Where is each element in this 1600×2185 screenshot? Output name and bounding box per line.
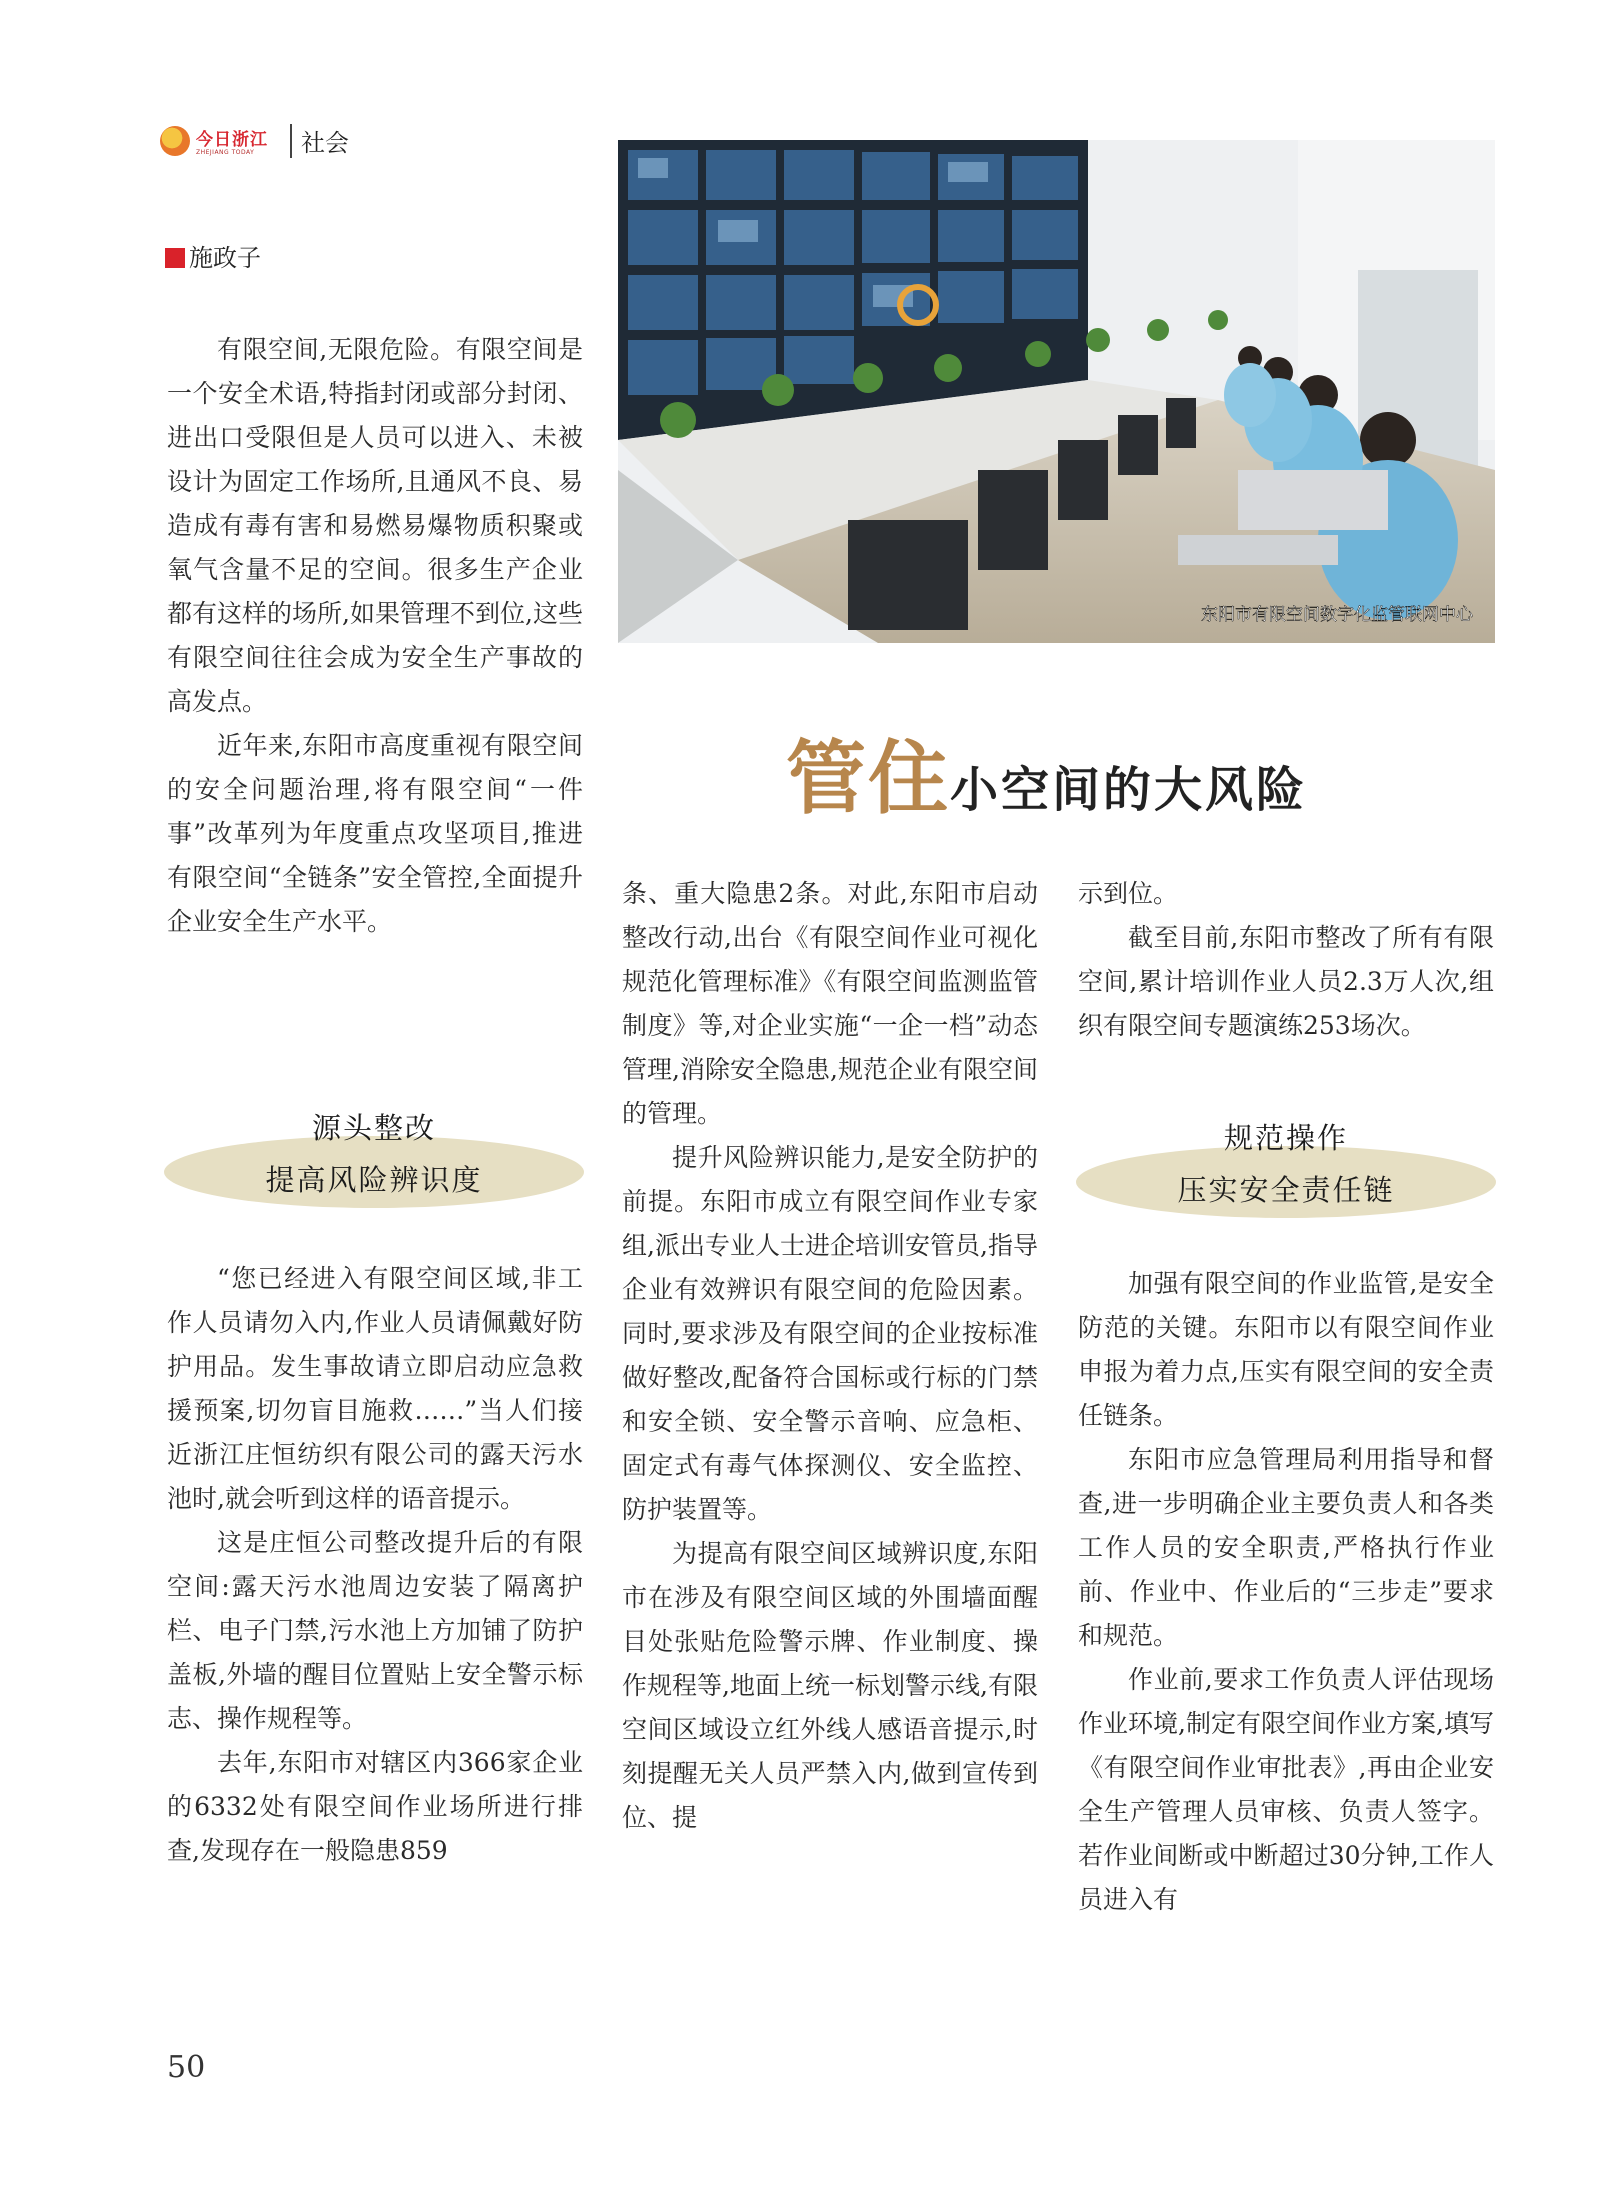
column-1-top (167, 328, 583, 944)
control-room-illustration (618, 140, 1495, 643)
column-3-bottom (1078, 1262, 1494, 1922)
subhead-line-2: 压实安全责任链 (1177, 1173, 1395, 1207)
column-3-top (1078, 872, 1494, 1048)
title-rest: 小空间的大风险 (950, 762, 1308, 818)
paragraph: 这是庄恒公司整改提升后的有限空间:露天污水池周边安装了隔离护栏、电子门禁,污水池上方加铺了防护盖板,外墙的醒目位置贴上安全警示标志、操作规程等。 (167, 1528, 583, 1733)
subhead-line-1: 源头整改 (311, 1111, 436, 1145)
paragraph: 截至目前,东阳市整改了所有有限空间,累计培训作业人员2.3万人次,组织有限空间专题演练253场次。 (1078, 923, 1494, 1040)
logo-text: 今日浙江 (196, 130, 268, 150)
column-1-bottom (167, 1257, 583, 1873)
paragraph: 示到位。 (1078, 879, 1179, 908)
photo-caption: 东阳市有限空间数字化监管联网中心 (1201, 605, 1473, 625)
byline-marker-icon (165, 248, 185, 268)
paragraph: 东阳市应急管理局利用指导和督查,进一步明确企业主要负责人和各类工作人员的安全职责,严格执行作业前、作业中、作业后的“三步走”要求和规范。 (1078, 1445, 1494, 1650)
article-title (786, 714, 1307, 829)
subhead-line-2: 提高风险辨识度 (265, 1163, 483, 1197)
title-emphasis: 管住 (786, 731, 950, 825)
author-byline (165, 238, 261, 273)
paragraph: 为提高有限空间区域辨识度,东阳市在涉及有限空间区域的外围墙面醒目处张贴危险警示牌、作业制度、操作规程等,地面上统一标划警示线,有限空间区域设立红外线人感语音提示,时刻提醒无关人员严禁入内,做到宣传到位、提 (622, 1539, 1038, 1832)
author-name: 施政子 (189, 244, 261, 272)
paragraph: 近年来,东阳市高度重视有限空间的安全问题治理,将有限空间“一件事”改革列为年度重点攻坚项目,推进有限空间“全链条”安全管控,全面提升企业安全生产水平。 (167, 731, 583, 936)
logo-sun-icon (160, 126, 190, 156)
subhead-2 (1076, 1116, 1496, 1236)
section-label: 社会 (301, 129, 349, 157)
paragraph: 提升风险辨识能力,是安全防护的前提。东阳市成立有限空间作业专家组,派出专业人士进企培训安管员,指导企业有效辨识有限空间的危险因素。同时,要求涉及有限空间的企业按标准做好整改,配备符合国标或行标的门禁和安全锁、安全警示音响、应急柜、固定式有毒气体探测仪、安全监控、防护装置等。 (622, 1143, 1038, 1524)
paragraph: “您已经进入有限空间区域,非工作人员请勿入内,作业人员请佩戴好防护用品。发生事故请立即启动应急救援预案,切勿盲目施救……”当人们接近浙江庄恒纺织有限公司的露天污水池时,就会听到这样的语音提示。 (167, 1264, 583, 1513)
paragraph: 去年,东阳市对辖区内366家企业的6332处有限空间作业场所进行排查,发现存在一般隐患859 (167, 1748, 583, 1865)
article-photo (618, 140, 1495, 643)
paragraph: 加强有限空间的作业监管,是安全防范的关键。东阳市以有限空间作业申报为着力点,压实有限空间的安全责任链条。 (1078, 1269, 1494, 1430)
column-2 (622, 872, 1038, 1840)
logo-subtext: ZHEJIANG TODAY (196, 149, 255, 156)
subhead-line-1: 规范操作 (1223, 1121, 1348, 1155)
paragraph: 有限空间,无限危险。有限空间是一个安全术语,特指封闭或部分封闭、进出口受限但是人员可以进入、未被设计为固定工作场所,且通风不良、易造成有毒有害和易燃易爆物质积聚或氧气含量不足的空间。很多生产企业都有这样的场所,如果管理不到位,这些有限空间往往会成为安全生产事故的高发点。 (167, 335, 583, 716)
magazine-logo (160, 122, 286, 162)
paragraph: 作业前,要求工作负责人评估现场作业环境,制定有限空间作业方案,填写《有限空间作业审批表》,再由企业安全生产管理人员审核、负责人签字。若作业间断或中断超过30分钟,工作人员进入有 (1078, 1665, 1494, 1914)
page-number: 50 (167, 2050, 206, 2085)
paragraph: 条、重大隐患2条。对此,东阳市启动整改行动,出台《有限空间作业可视化规范化管理标准》《有限空间监测监管制度》等,对企业实施“一企一档”动态管理,消除安全隐患,规范企业有限空间的管理。 (622, 879, 1038, 1128)
header-divider (290, 124, 292, 158)
subhead-1 (164, 1106, 584, 1226)
